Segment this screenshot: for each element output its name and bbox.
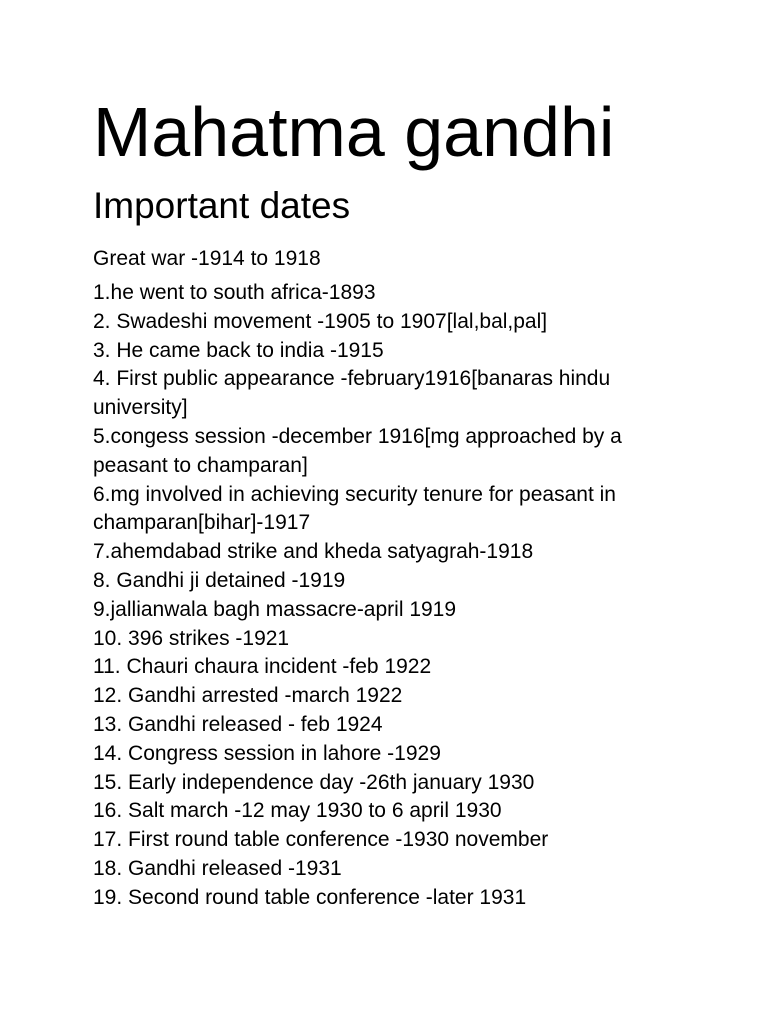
dates-list: [93, 279, 683, 913]
list-item: 2. Swadeshi movement -1905 to 1907[lal,bal,pal]: [93, 309, 548, 333]
list-item: 15. Early independence day -26th january 1930: [93, 770, 535, 794]
page-title: Mahatma gandhi: [93, 93, 615, 171]
list-item: 9.jallianwala bagh massacre-april 1919: [93, 597, 457, 621]
list-item: 17. First round table conference -1930 november: [93, 828, 549, 852]
page-subtitle: Important dates: [93, 185, 351, 226]
list-item: 1.he went to south africa-1893: [93, 281, 376, 304]
list-item: 10. 396 strikes -1921: [93, 626, 290, 650]
list-item: 16. Salt march -12 may 1930 to 6 april 1930: [93, 799, 502, 823]
list-item: 19. Second round table conference -later 1931: [93, 885, 527, 909]
list-item: 6.mg involved in achieving security tenure for peasant in champaran[bihar]-1917: [93, 482, 616, 535]
list-item: 18. Gandhi released -1931: [93, 856, 342, 880]
list-item: 3. He came back to india -1915: [93, 338, 384, 362]
list-item: 5.congess session -december 1916[mg approached by a peasant to champaran]: [93, 424, 622, 477]
list-item: 11. Chauri chaura incident -feb 1922: [93, 655, 432, 679]
list-item: 13. Gandhi released - feb 1924: [93, 712, 383, 736]
list-item: 14. Congress session in lahore -1929: [93, 741, 441, 765]
list-item: 4. First public appearance -february1916[banaras hindu university]: [93, 367, 611, 420]
list-item: 7.ahemdabad strike and kheda satyagrah-1918: [93, 540, 534, 564]
intro-line: Great war -1914 to 1918: [93, 247, 321, 270]
list-item: 8. Gandhi ji detained -1919: [93, 568, 346, 592]
list-item: 12. Gandhi arrested -march 1922: [93, 684, 403, 708]
